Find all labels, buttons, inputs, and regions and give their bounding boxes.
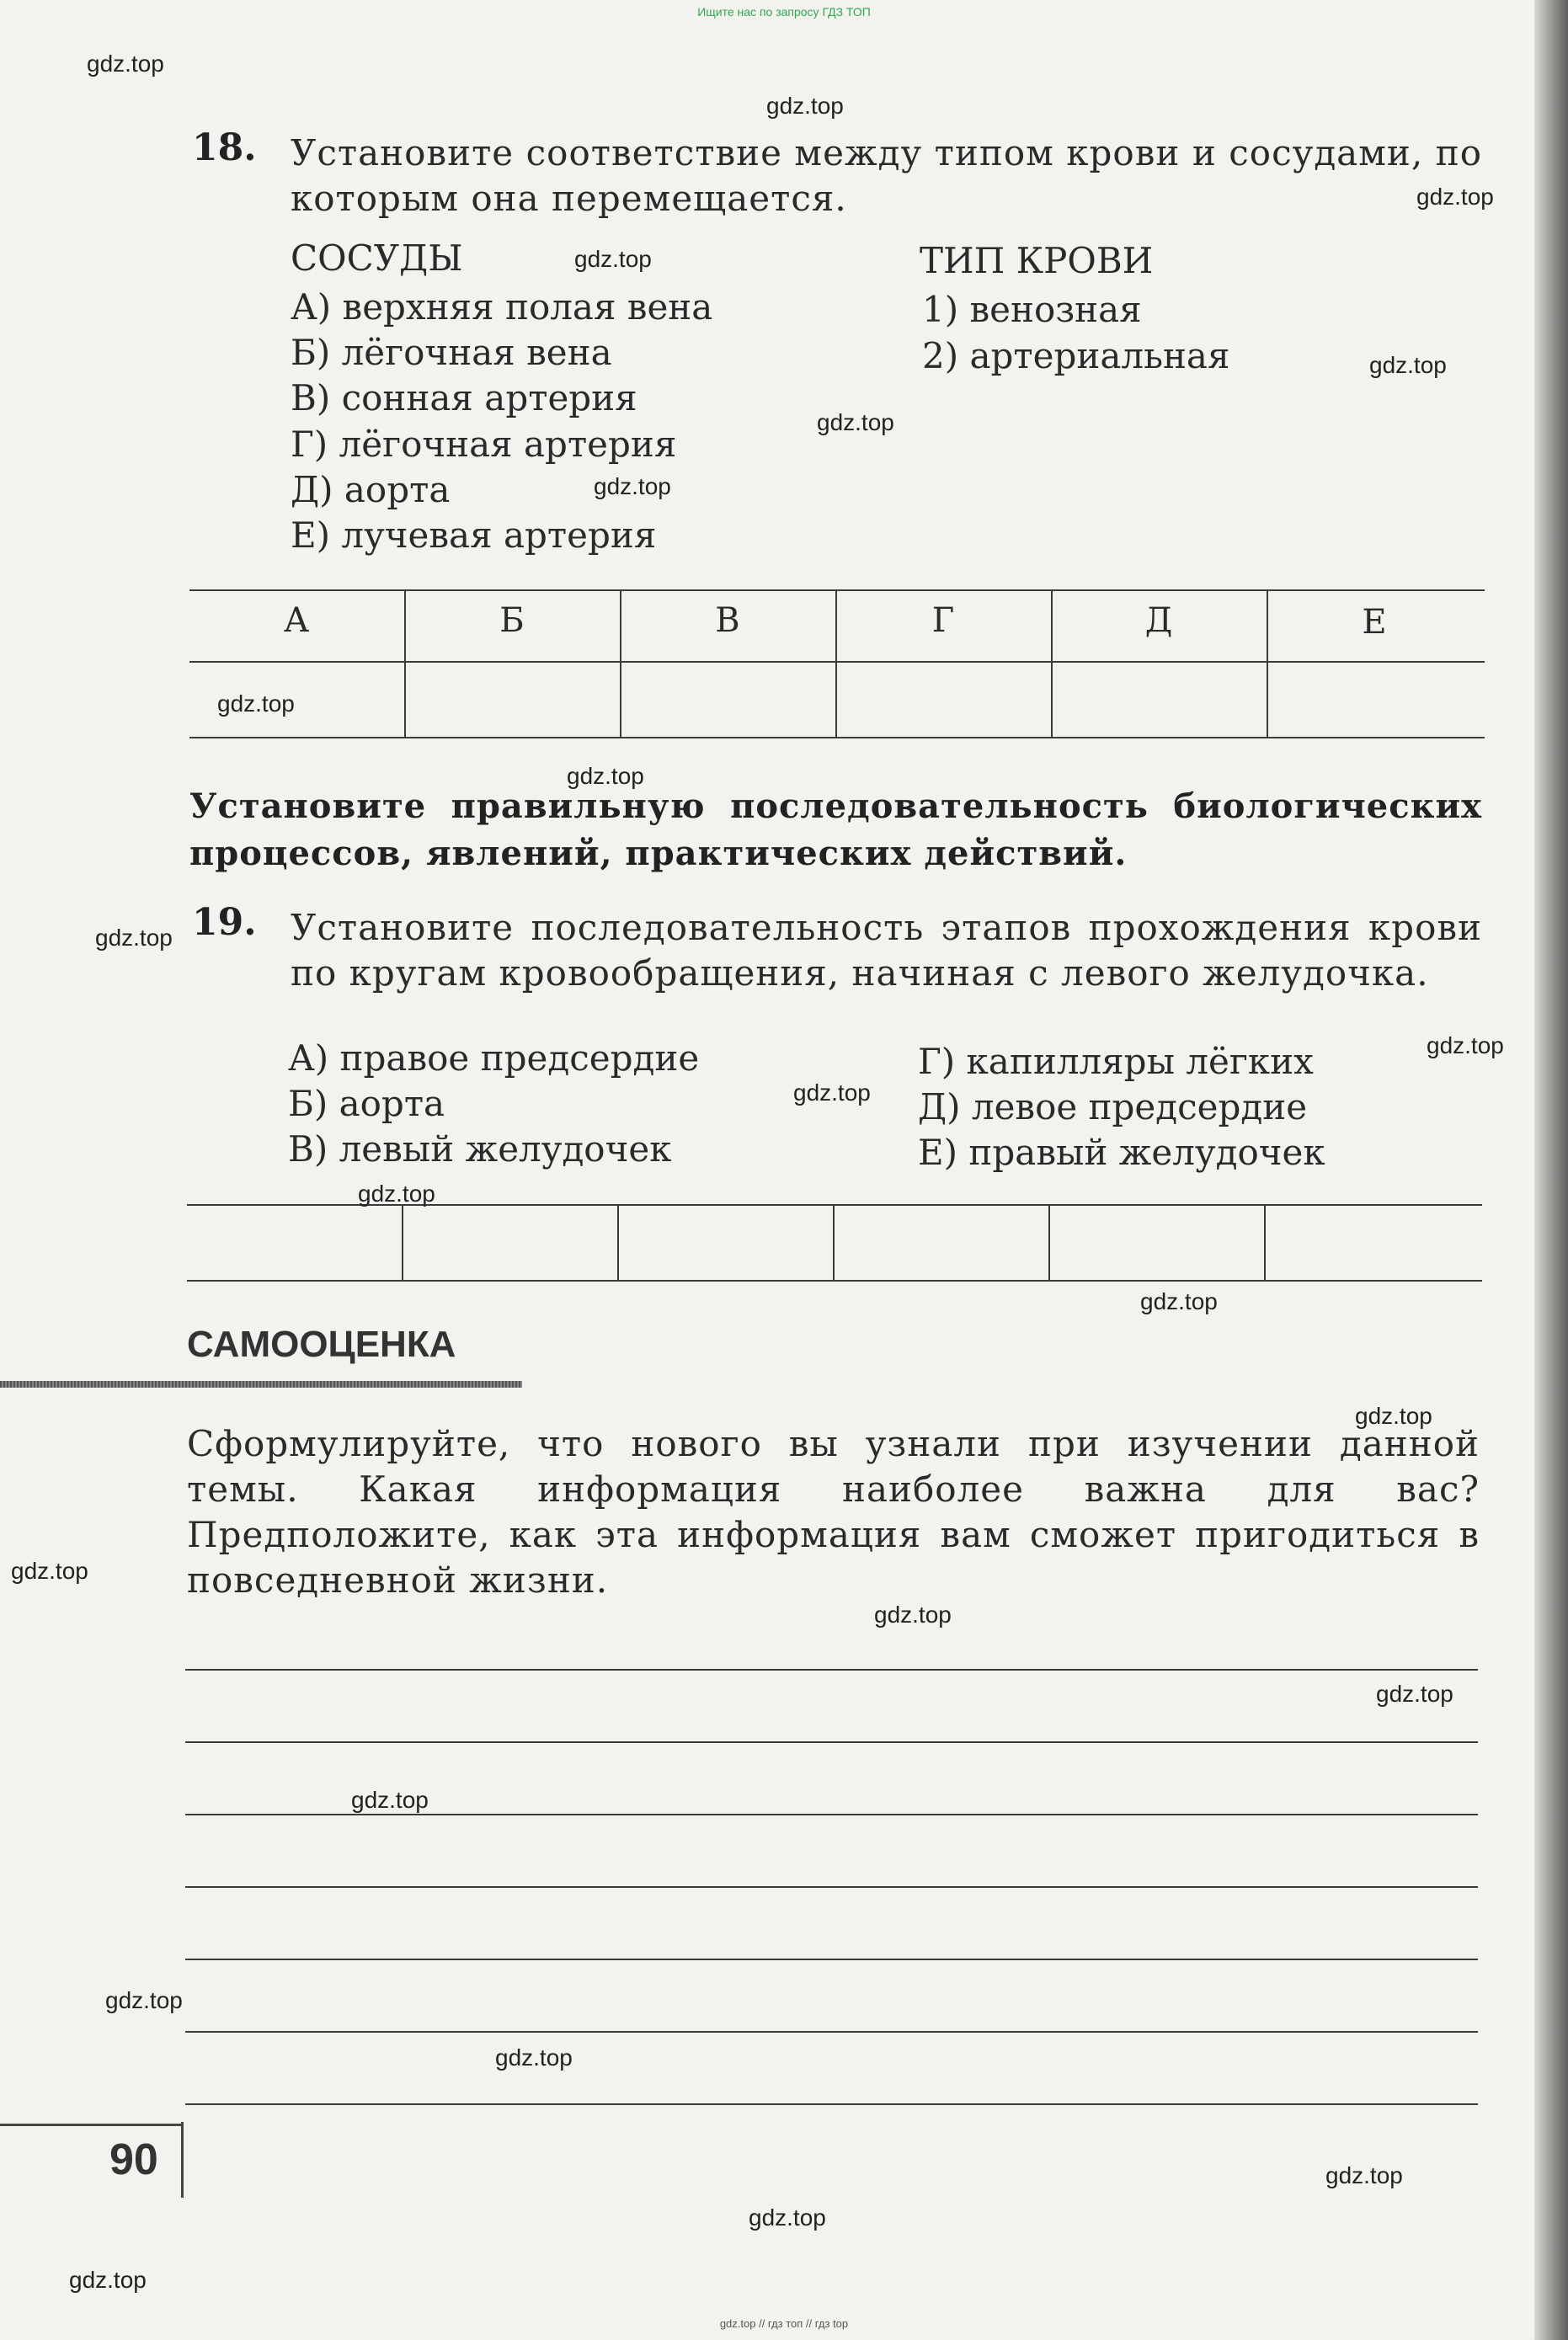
watermark: gdz.top (69, 2267, 147, 2293)
sequence-option: Б) аорта (288, 1083, 445, 1124)
vessel-option: Б) лёгочная вена (291, 332, 612, 373)
page-number-frame (181, 2122, 184, 2198)
vessel-option: Г) лёгочная артерия (291, 424, 677, 465)
self-assessment-title: САМООЦЕНКА (187, 1324, 456, 1365)
table-header-cell: Е (1362, 603, 1387, 642)
watermark: gdz.top (874, 1602, 952, 1628)
question-18-text: Установите соответствие между типом крови и сосудами, по которым она перемещается. (291, 132, 1482, 219)
table-header-cell: Б (499, 601, 525, 640)
watermark: gdz.top (567, 763, 644, 789)
watermark: gdz.top (1369, 352, 1447, 378)
sequence-option: Г) капилляры лёгких (918, 1041, 1314, 1082)
blood-type-option: 2) артериальная (922, 335, 1230, 376)
blood-type-header: ТИП КРОВИ (920, 240, 1154, 281)
sequence-option: Е) правый желудочек (918, 1132, 1325, 1173)
table-header-cell: А (283, 601, 310, 640)
page-number: 90 (109, 2135, 158, 2184)
watermark: gdz.top (11, 1558, 88, 1584)
watermark: gdz.top (1376, 1681, 1453, 1707)
top-banner: Ищите нас по запросу ГДЗ ТОП (697, 5, 871, 19)
watermark: gdz.top (574, 246, 652, 272)
watermark: gdz.top (95, 925, 173, 951)
blood-type-option: 1) венозная (922, 289, 1142, 330)
sequence-instruction: Установите правильную последовательность биологических процессов, явлений, практических действий. (189, 786, 1482, 873)
watermark: gdz.top (1427, 1032, 1504, 1058)
page-number-frame (0, 2124, 183, 2126)
watermark: gdz.top (1355, 1403, 1432, 1429)
watermark: gdz.top (594, 473, 671, 499)
watermark: gdz.top (817, 409, 894, 435)
section-divider (0, 1381, 522, 1388)
watermark: gdz.top (766, 93, 844, 119)
sequence-option: Д) левое предсердие (918, 1086, 1308, 1127)
sequence-option: А) правое предсердие (288, 1037, 700, 1079)
watermark: gdz.top (87, 51, 164, 77)
vessel-option: Д) аорта (291, 469, 451, 510)
watermark: gdz.top (217, 690, 295, 717)
table-header-cell: Д (1144, 601, 1173, 640)
watermark: gdz.top (793, 1079, 871, 1106)
watermark: gdz.top (1416, 184, 1494, 210)
watermark: gdz.top (749, 2204, 826, 2231)
table-header-cell: В (715, 601, 740, 640)
question-18-number: 18. (192, 126, 257, 169)
page-edge (1534, 0, 1568, 2340)
bottom-banner: gdz.top // гдз топ // гдз top (719, 2317, 849, 2330)
watermark: gdz.top (105, 1987, 183, 2013)
question-19-text: Установите последовательность этапов прохождения крови по кругам кровообращения, начиная с левого желудочка. (291, 907, 1482, 994)
watermark: gdz.top (358, 1181, 435, 1207)
watermark: gdz.top (351, 1787, 429, 1813)
watermark: gdz.top (495, 2044, 573, 2071)
question-19-number: 19. (192, 901, 257, 944)
vessels-header: СОСУДЫ (291, 237, 463, 279)
vessel-option: А) верхняя полая вена (291, 286, 713, 328)
watermark: gdz.top (1325, 2162, 1403, 2188)
sequence-option: В) левый желудочек (288, 1128, 672, 1170)
table-header-cell: Г (931, 601, 955, 640)
vessel-option: В) сонная артерия (291, 377, 637, 418)
watermark: gdz.top (1140, 1288, 1218, 1314)
vessel-option: Е) лучевая артерия (291, 514, 657, 556)
self-assessment-text: Сформулируйте, что нового вы узнали при изучении данной темы. Какая информация наиболее важна для вас? Предположите, как эта информация вам сможет пригодиться в повседневной жизни. (187, 1423, 1480, 1601)
